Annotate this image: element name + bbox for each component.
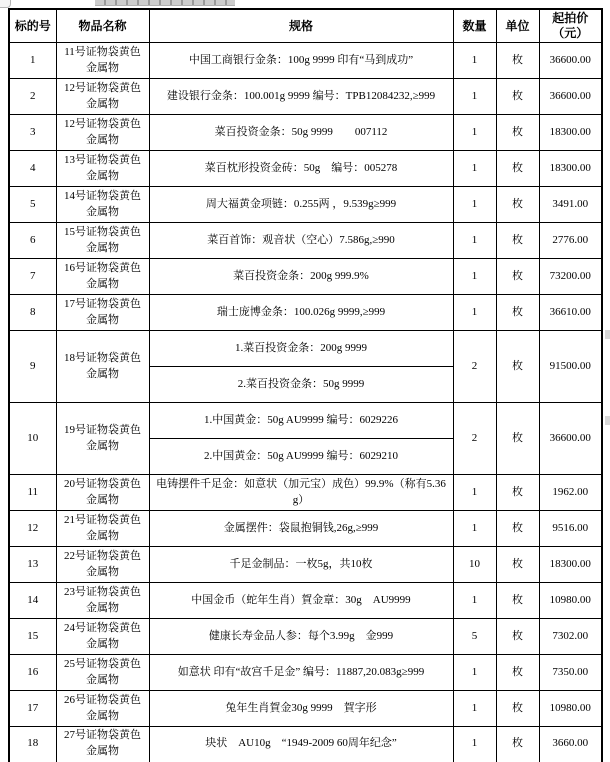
unit-cell: 枚 <box>496 115 539 151</box>
table-row <box>9 475 602 511</box>
item-name-cell: 25号证物袋黄色金属物 <box>56 655 149 691</box>
header-row <box>9 9 602 43</box>
spec-cell: 如意状 印有“故宫千足金” 编号：11887,20.083g≥999 <box>149 655 453 691</box>
spec-cell: 建设银行金条：100.001g 9999 编号：TPB12084232,≥999 <box>149 79 453 115</box>
table-row <box>9 259 602 295</box>
starting-price-cell: 36600.00 <box>539 79 602 115</box>
column-header: 标的号 <box>9 9 56 43</box>
spec-cell: 电铸摆件千足金：如意状（加元宝）成色）99.9%（称有5.36g） <box>149 475 453 511</box>
item-name-cell: 19号证物袋黄色金属物 <box>56 403 149 475</box>
ruler-fragment <box>95 0 235 6</box>
quantity-cell: 1 <box>453 259 496 295</box>
item-name-cell: 22号证物袋黄色金属物 <box>56 547 149 583</box>
unit-cell: 枚 <box>496 43 539 79</box>
quantity-cell: 5 <box>453 619 496 655</box>
starting-price-cell: 36610.00 <box>539 295 602 331</box>
spec-cell: 菜百首饰：观音状（空心）7.586g,≥990 <box>149 223 453 259</box>
quantity-cell: 1 <box>453 187 496 223</box>
column-header: 规格 <box>149 9 453 43</box>
lot-number-cell: 14 <box>9 583 56 619</box>
table-row <box>9 511 602 547</box>
starting-price-cell: 36600.00 <box>539 43 602 79</box>
unit-cell: 枚 <box>496 403 539 475</box>
item-name-cell: 13号证物袋黄色金属物 <box>56 151 149 187</box>
table-row <box>9 619 602 655</box>
starting-price-cell: 18300.00 <box>539 547 602 583</box>
starting-price-cell: 2776.00 <box>539 223 602 259</box>
quantity-cell: 1 <box>453 151 496 187</box>
table-row <box>9 79 602 115</box>
quantity-cell: 1 <box>453 655 496 691</box>
quantity-cell: 1 <box>453 295 496 331</box>
table-row <box>9 115 602 151</box>
table-row <box>9 295 602 331</box>
item-name-cell: 14号证物袋黄色金属物 <box>56 187 149 223</box>
quantity-cell: 1 <box>453 691 496 727</box>
spec-cell: 块状 AU10g “1949-2009 60周年纪念” <box>149 727 453 762</box>
spec-cell: 1.中国黄金：50g AU9999 编号：6029226 <box>149 403 453 439</box>
scrollbar-fragment[interactable] <box>605 330 610 339</box>
starting-price-cell: 1962.00 <box>539 475 602 511</box>
spec-cell: 健康长寿金品人参：每个3.99g 金999 <box>149 619 453 655</box>
lot-number-cell: 11 <box>9 475 56 511</box>
table-body <box>9 43 602 762</box>
table-row <box>9 727 602 762</box>
spec-cell: 1.菜百投资金条：200g 9999 <box>149 331 453 367</box>
unit-cell: 枚 <box>496 259 539 295</box>
spec-cell: 兔年生肖賀金30g 9999 賀字形 <box>149 691 453 727</box>
table-row <box>9 43 602 79</box>
spec-cell: 中国工商银行金条：100g 9999 印有“马到成功” <box>149 43 453 79</box>
quantity-cell: 1 <box>453 223 496 259</box>
item-name-cell: 21号证物袋黄色金属物 <box>56 511 149 547</box>
table-row <box>9 403 602 439</box>
unit-cell: 枚 <box>496 583 539 619</box>
lot-number-cell: 17 <box>9 691 56 727</box>
auction-items-table <box>8 8 603 762</box>
column-header: 单位 <box>496 9 539 43</box>
spec-cell: 中国金币（蛇年生肖）賀金章：30g AU9999 <box>149 583 453 619</box>
item-name-cell: 23号证物袋黄色金属物 <box>56 583 149 619</box>
lot-number-cell: 12 <box>9 511 56 547</box>
starting-price-cell: 18300.00 <box>539 151 602 187</box>
table-row <box>9 547 602 583</box>
unit-cell: 枚 <box>496 151 539 187</box>
lot-number-cell: 8 <box>9 295 56 331</box>
starting-price-cell: 73200.00 <box>539 259 602 295</box>
unit-cell: 枚 <box>496 511 539 547</box>
spec-cell: 千足金制品：一枚5g，共10枚 <box>149 547 453 583</box>
table-row <box>9 331 602 367</box>
lot-number-cell: 9 <box>9 331 56 403</box>
unit-cell: 枚 <box>496 295 539 331</box>
table-row <box>9 691 602 727</box>
starting-price-cell: 10980.00 <box>539 691 602 727</box>
quantity-cell: 1 <box>453 79 496 115</box>
quantity-cell: 2 <box>453 403 496 475</box>
window-corner-artifact <box>0 0 11 8</box>
lot-number-cell: 10 <box>9 403 56 475</box>
unit-cell: 枚 <box>496 79 539 115</box>
quantity-cell: 1 <box>453 511 496 547</box>
unit-cell: 枚 <box>496 475 539 511</box>
column-header: 数量 <box>453 9 496 43</box>
unit-cell: 枚 <box>496 331 539 403</box>
quantity-cell: 1 <box>453 43 496 79</box>
unit-cell: 枚 <box>496 547 539 583</box>
spec-cell: 周大福黄金项链：0.255两 ，9.539g≥999 <box>149 187 453 223</box>
lot-number-cell: 6 <box>9 223 56 259</box>
item-name-cell: 20号证物袋黄色金属物 <box>56 475 149 511</box>
lot-number-cell: 16 <box>9 655 56 691</box>
item-name-cell: 24号证物袋黄色金属物 <box>56 619 149 655</box>
unit-cell: 枚 <box>496 619 539 655</box>
item-name-cell: 17号证物袋黄色金属物 <box>56 295 149 331</box>
starting-price-cell: 3491.00 <box>539 187 602 223</box>
quantity-cell: 1 <box>453 115 496 151</box>
table-row <box>9 583 602 619</box>
lot-number-cell: 2 <box>9 79 56 115</box>
item-name-cell: 12号证物袋黄色金属物 <box>56 115 149 151</box>
quantity-cell: 1 <box>453 475 496 511</box>
lot-number-cell: 7 <box>9 259 56 295</box>
item-name-cell: 16号证物袋黄色金属物 <box>56 259 149 295</box>
spec-cell: 菜百投资金条：200g 999.9% <box>149 259 453 295</box>
scrollbar-fragment[interactable] <box>605 416 610 425</box>
column-header: 物品名称 <box>56 9 149 43</box>
spec-cell: 金属摆件：袋鼠抱铜钱,26g,≥999 <box>149 511 453 547</box>
starting-price-cell: 91500.00 <box>539 331 602 403</box>
lot-number-cell: 1 <box>9 43 56 79</box>
starting-price-cell: 10980.00 <box>539 583 602 619</box>
lot-number-cell: 15 <box>9 619 56 655</box>
spec-cell: 瑞士庞博金条：100.026g 9999,≥999 <box>149 295 453 331</box>
quantity-cell: 1 <box>453 583 496 619</box>
unit-cell: 枚 <box>496 691 539 727</box>
table-row <box>9 223 602 259</box>
starting-price-cell: 18300.00 <box>539 115 602 151</box>
table-row <box>9 655 602 691</box>
lot-number-cell: 5 <box>9 187 56 223</box>
spec-cell: 菜百枕形投资金砖：50g 编号：005278 <box>149 151 453 187</box>
starting-price-cell: 36600.00 <box>539 403 602 475</box>
quantity-cell: 1 <box>453 727 496 762</box>
starting-price-cell: 3660.00 <box>539 727 602 762</box>
spec-cell: 菜百投资金条：50g 9999 007112 <box>149 115 453 151</box>
item-name-cell: 11号证物袋黄色金属物 <box>56 43 149 79</box>
item-name-cell: 27号证物袋黄色金属物 <box>56 727 149 762</box>
spec-cell: 2.菜百投资金条：50g 9999 <box>149 367 453 403</box>
quantity-cell: 10 <box>453 547 496 583</box>
unit-cell: 枚 <box>496 223 539 259</box>
item-name-cell: 12号证物袋黄色金属物 <box>56 79 149 115</box>
unit-cell: 枚 <box>496 655 539 691</box>
item-name-cell: 15号证物袋黄色金属物 <box>56 223 149 259</box>
lot-number-cell: 3 <box>9 115 56 151</box>
spec-cell: 2.中国黄金：50g AU9999 编号：6029210 <box>149 439 453 475</box>
quantity-cell: 2 <box>453 331 496 403</box>
unit-cell: 枚 <box>496 727 539 762</box>
table-row <box>9 187 602 223</box>
lot-number-cell: 18 <box>9 727 56 762</box>
starting-price-cell: 9516.00 <box>539 511 602 547</box>
starting-price-cell: 7350.00 <box>539 655 602 691</box>
starting-price-cell: 7302.00 <box>539 619 602 655</box>
item-name-cell: 18号证物袋黄色金属物 <box>56 331 149 403</box>
column-header: 起拍价（元） <box>539 9 602 43</box>
lot-number-cell: 13 <box>9 547 56 583</box>
table-row <box>9 151 602 187</box>
item-name-cell: 26号证物袋黄色金属物 <box>56 691 149 727</box>
unit-cell: 枚 <box>496 187 539 223</box>
lot-number-cell: 4 <box>9 151 56 187</box>
